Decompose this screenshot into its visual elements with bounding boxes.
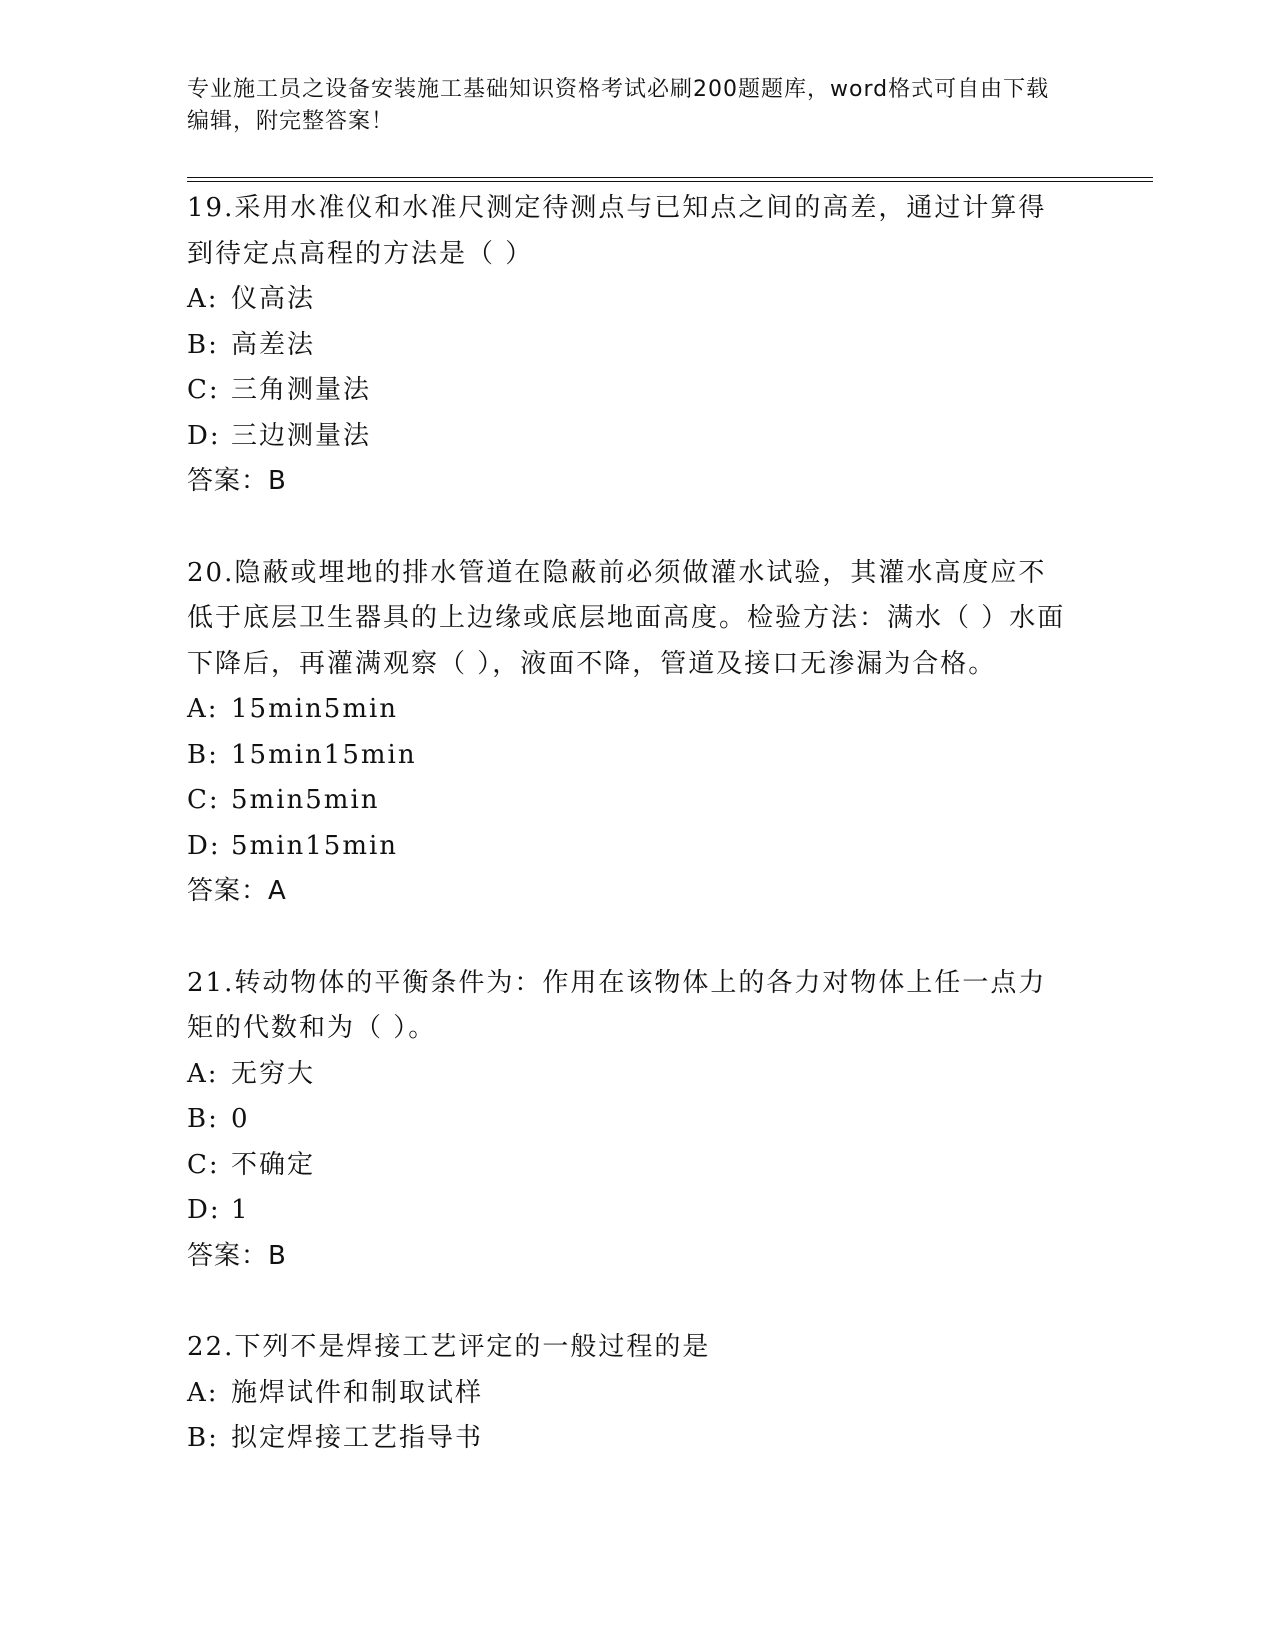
- option-c: [187, 778, 1087, 824]
- option-label: B:: [187, 739, 219, 770]
- option-text: 施焊试件和制取试样: [231, 1377, 484, 1408]
- option-label: A:: [187, 1058, 219, 1089]
- question-stem: 21.转动物体的平衡条件为：作用在该物体上的各力对物体上任一点力矩的代数和为（ ）。: [187, 967, 1047, 1043]
- option-label: B:: [187, 1104, 219, 1134]
- option-d: [187, 414, 1087, 460]
- option-a: [187, 687, 1087, 733]
- option-a: [187, 277, 1087, 323]
- option-label: C:: [187, 1149, 220, 1180]
- question-stem: 22.下列不是焊接工艺评定的一般过程的是: [187, 1332, 711, 1362]
- option-text: 拟定焊接工艺指导书: [231, 1423, 484, 1453]
- option-label: C:: [187, 375, 220, 405]
- option-text: 无穷大: [231, 1058, 316, 1089]
- option-a: [187, 1371, 1087, 1417]
- question-20: [187, 551, 1087, 915]
- option-text: 15min15min: [231, 739, 417, 770]
- header-divider-top: [187, 177, 1153, 178]
- question-22: [187, 1325, 1087, 1462]
- option-text: 1: [231, 1195, 250, 1225]
- option-d: [187, 824, 1087, 870]
- option-text: 5min15min: [231, 830, 399, 861]
- option-label: A:: [187, 284, 219, 314]
- document-header: 专业施工员之设备安装施工基础知识资格考试必刷200题题库，word格式可自由下载编辑，附完整答案！: [187, 77, 1050, 134]
- option-d: [187, 1188, 1087, 1234]
- option-text: 5min5min: [231, 785, 380, 815]
- option-label: C:: [187, 785, 220, 815]
- answer-line: 答案：A: [187, 876, 287, 906]
- option-label: D:: [187, 830, 221, 861]
- option-a: [187, 1052, 1087, 1098]
- option-label: B:: [187, 1423, 219, 1453]
- question-21: [187, 961, 1087, 1280]
- option-text: 不确定: [231, 1149, 316, 1180]
- option-text: 三角测量法: [231, 375, 372, 405]
- question-stem: 19.采用水准仪和水准尺测定待测点与已知点之间的高差，通过计算得到待定点高程的方法是（ ）: [187, 193, 1047, 269]
- option-label: D:: [187, 420, 221, 451]
- question-stem: 20.隐蔽或埋地的排水管道在隐蔽前必须做灌水试验，其灌水高度应不低于底层卫生器具的上边缘或底层地面高度。检验方法：满水（ ）水面下降后，再灌满观察（ ），液面不降，管道及接口无渗漏为合格。: [187, 557, 1066, 679]
- option-b: [187, 1097, 1087, 1143]
- option-label: A:: [187, 694, 219, 724]
- option-text: 0: [231, 1104, 250, 1134]
- question-list: [187, 186, 1087, 1462]
- option-c: [187, 1143, 1087, 1189]
- option-c: [187, 368, 1087, 414]
- option-label: D:: [187, 1195, 221, 1225]
- option-b: [187, 1416, 1087, 1462]
- option-b: [187, 733, 1087, 779]
- option-text: 仪高法: [231, 284, 316, 314]
- option-text: 15min5min: [231, 694, 399, 724]
- header-divider-bottom: [187, 181, 1153, 182]
- option-text: 三边测量法: [231, 420, 372, 451]
- question-19: [187, 186, 1087, 505]
- option-text: 高差法: [231, 329, 316, 360]
- answer-line: 答案：B: [187, 1240, 287, 1271]
- answer-line: 答案：B: [187, 466, 287, 496]
- option-b: [187, 323, 1087, 369]
- option-label: A:: [187, 1377, 219, 1408]
- option-label: B:: [187, 329, 219, 360]
